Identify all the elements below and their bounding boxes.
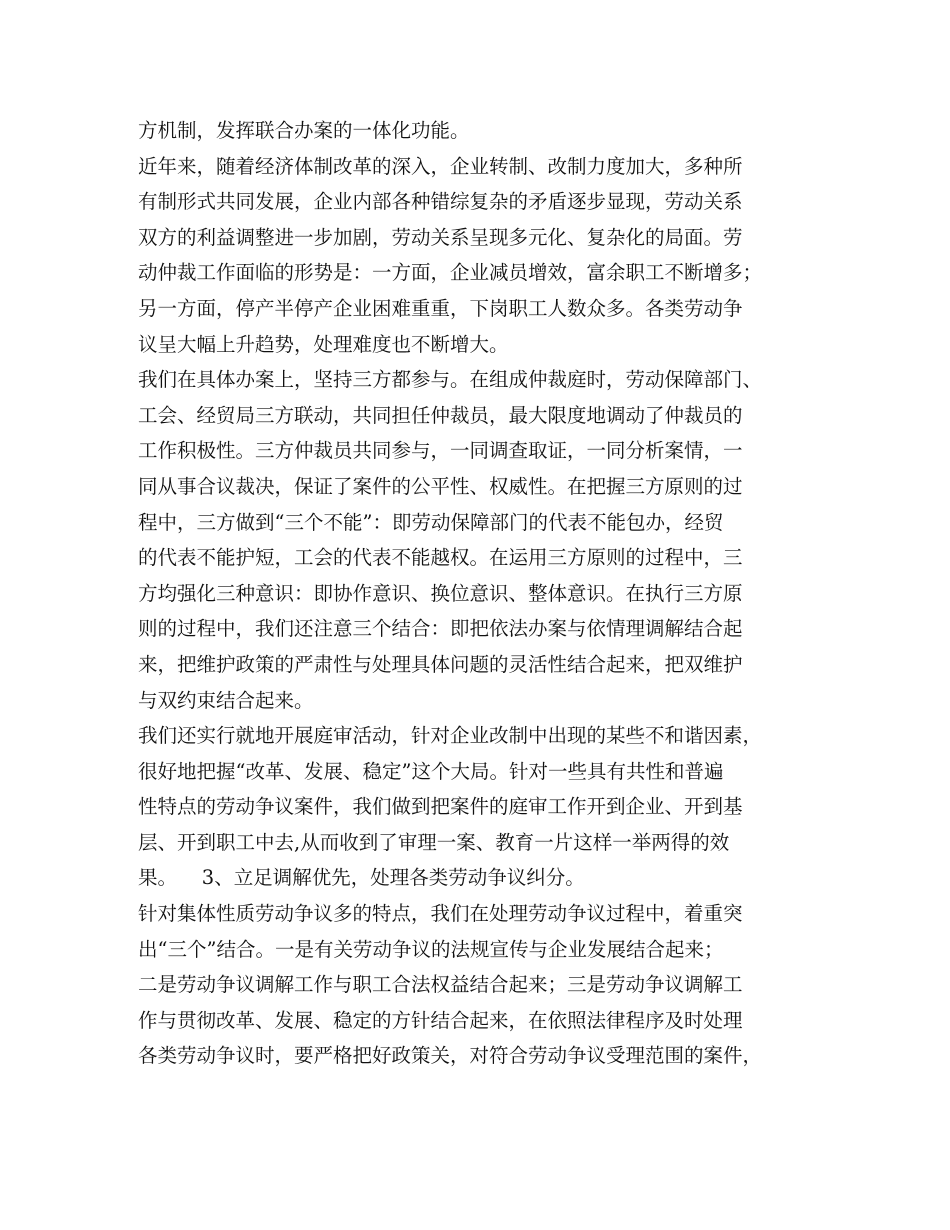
text-line: 议呈大幅上升趋势，处理难度也不断增大。	[138, 332, 509, 356]
text-line: 有制形式共同发展，企业内部各种错综复杂的矛盾逐步显现，劳动关系	[138, 190, 743, 214]
text-line: 性特点的劳动争议案件，我们做到把案件的庭审工作开到企业、开到基	[138, 795, 743, 819]
text-line: 出“三个”结合。一是有关劳动争议的法规宣传与企业发展结合起来；	[138, 937, 724, 961]
text-line: 的代表不能护短，工会的代表不能越权。在运用三方原则的过程中，三	[138, 546, 743, 570]
text-line: 果。 3、立足调解优先，处理各类劳动争议纠分。	[138, 866, 585, 890]
text-line: 近年来，随着经济体制改革的深入，企业转制、改制力度加大，多种所	[138, 154, 743, 178]
text-line: 工会、经贸局三方联动，共同担任仲裁员，最大限度地调动了仲裁员的	[138, 403, 743, 427]
text-line: 层、开到职工中去,从而收到了审理一案、教育一片这样一举两得的效	[138, 830, 730, 854]
text-line: 程中，三方做到“三个不能”：即劳动保障部门的代表不能包办，经贸	[138, 510, 724, 534]
text-line: 针对集体性质劳动争议多的特点，我们在处理劳动争议过程中，着重突	[138, 902, 743, 926]
text-line: 二是劳动争议调解工作与职工合法权益结合起来；三是劳动争议调解工	[138, 973, 743, 997]
text-line: 作与贯彻改革、发展、稳定的方针结合起来，在依照法律程序及时处理	[138, 1008, 743, 1032]
text-line: 很好地把握“改革、发展、稳定”这个大局。针对一些具有共性和普遍	[138, 759, 724, 783]
text-line: 方机制，发挥联合办案的一体化功能。	[138, 119, 470, 142]
text-line: 双方的利益调整进一步加剧，劳动关系呈现多元化、复杂化的局面。劳	[138, 225, 743, 249]
text-line: 动仲裁工作面临的形势是：一方面，企业减员增效，富余职工不断增多；	[138, 261, 763, 285]
text-line: 方均强化三种意识：即协作意识、换位意识、整体意识。在执行三方原	[138, 581, 743, 605]
text-line: 则的过程中，我们还注意三个结合：即把依法办案与依情理调解结合起	[138, 617, 743, 641]
body-text	[138, 113, 818, 1074]
text-line: 各类劳动争议时，要严格把好政策关，对符合劳动争议受理范围的案件，	[138, 1044, 763, 1068]
text-line: 另一方面，停产半停产企业困难重重，下岗职工人数众多。各类劳动争	[138, 296, 743, 320]
text-line: 来，把维护政策的严肃性与处理具体问题的灵活性结合起来，把双维护	[138, 652, 743, 676]
text-line: 同从事合议裁决，保证了案件的公平性、权威性。在把握三方原则的过	[138, 474, 743, 498]
text-line: 工作积极性。三方仲裁员共同参与，一同调查取证，一同分析案情，一	[138, 439, 743, 463]
text-line: 我们在具体办案上，坚持三方都参与。在组成仲裁庭时，劳动保障部门、	[138, 368, 763, 392]
text-line: 我们还实行就地开展庭审活动，针对企业改制中出现的某些不和谐因素，	[138, 724, 763, 748]
text-line: 与双约束结合起来。	[138, 688, 314, 712]
